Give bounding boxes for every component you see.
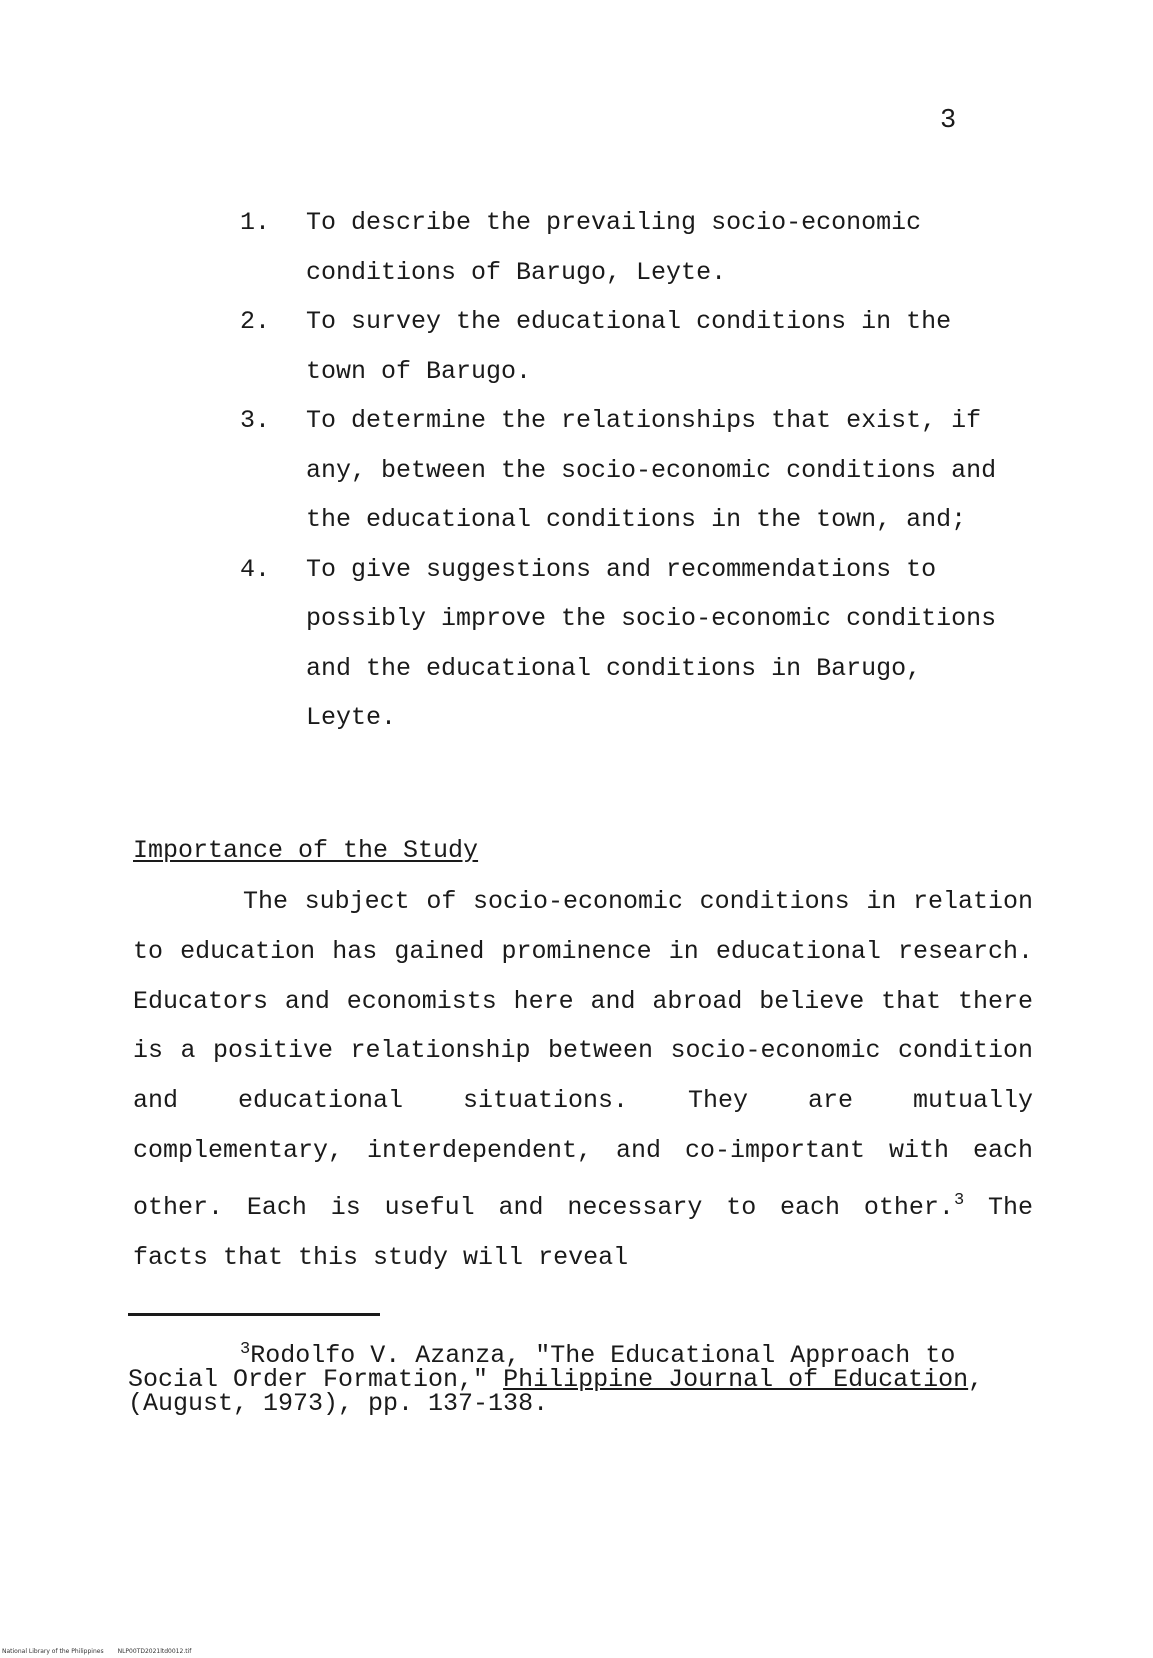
list-item-text: To determine the relationships that exist, if any, between the socio-economic conditions and the educational conditions in the town, and; — [306, 406, 997, 534]
list-item-text: To give suggestions and recommendations to possibly improve the socio-economic conditions and the educational conditions in Barugo, Leyte. — [306, 554, 997, 732]
archive-stamp — [2, 1648, 191, 1655]
list-item — [240, 396, 1060, 545]
archive-label: National Library of the Philippines — [2, 1648, 104, 1655]
page-number: 3 — [940, 106, 957, 136]
list-item — [240, 545, 1060, 743]
section-paragraph — [133, 877, 1033, 1282]
list-item-number: 1. — [240, 208, 271, 237]
section-heading: Importance of the Study — [133, 836, 479, 865]
archive-filename: NLP00TD2021ltd0012.tif — [117, 1648, 192, 1655]
footnote-journal-title: Philippine Journal of Education — [503, 1365, 969, 1394]
footnote — [128, 1338, 1014, 1416]
objectives-list — [240, 198, 1060, 743]
list-item-text: To survey the educational conditions in the town of Barugo. — [306, 307, 952, 386]
footnote-reference: 3 — [953, 1190, 965, 1210]
paragraph-text-continued: The facts that this study will reveal — [133, 1192, 1034, 1272]
footnote-citation-details: , (August, 1973), pp. 137-138. — [128, 1365, 984, 1418]
footnote-text: Rodolfo V. Azanza, "The Educational Approach to Social Order Formation," — [128, 1341, 956, 1394]
list-item — [240, 198, 1060, 297]
list-item-number: 2. — [240, 307, 271, 336]
list-item — [240, 297, 1060, 396]
footnote-divider — [128, 1313, 380, 1316]
list-item-number: 4. — [240, 554, 271, 584]
footnote-mark: 3 — [240, 1340, 251, 1359]
list-item-text: To describe the prevailing socio-economic conditions of Barugo, Leyte. — [306, 208, 922, 287]
paragraph-text: The subject of socio-economic conditions in relation to education has gained prominence in educational research. Educators and economists here and abroad believe that there is a positive relationship between socio-economic condition and educational situations. They are mutually complementary, interdependent, and co-important with each other. Each is useful and necessary to each other. — [133, 887, 1033, 1222]
list-item-number: 3. — [240, 406, 271, 435]
